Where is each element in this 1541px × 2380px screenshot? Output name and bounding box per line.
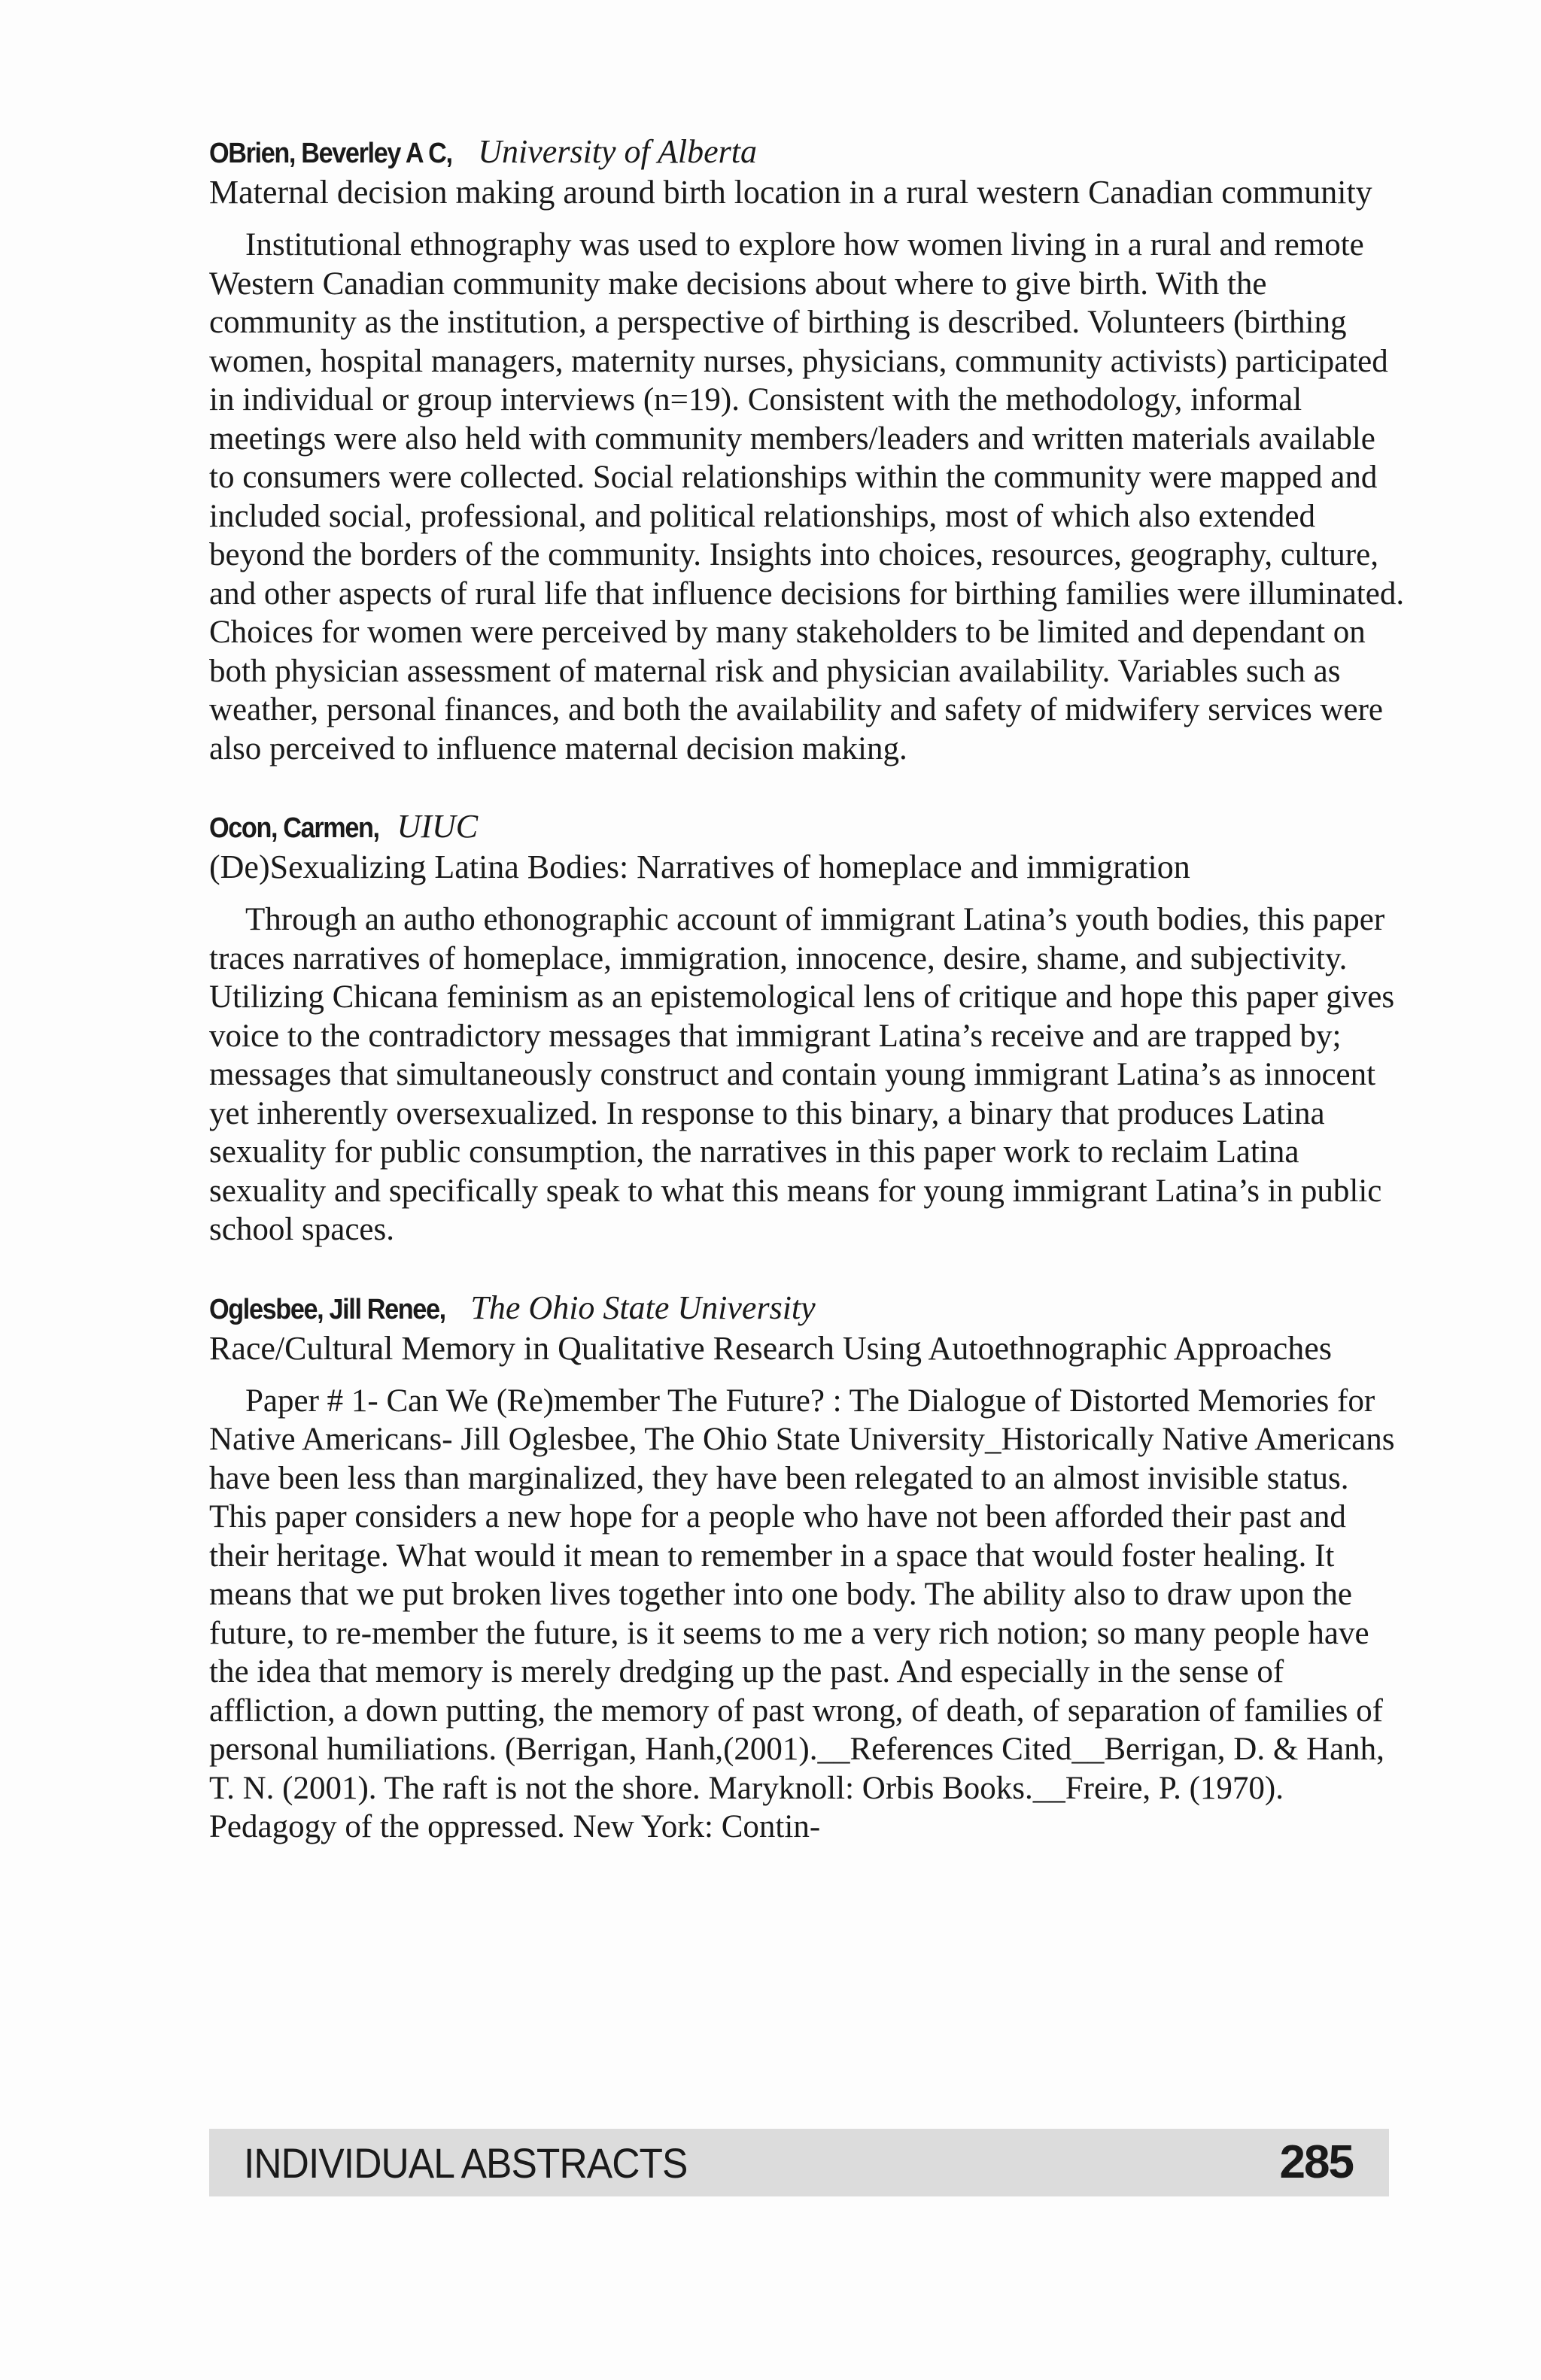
author-affiliation: UIUC <box>397 808 479 845</box>
entry-header <box>209 807 1406 848</box>
abstract-text: Paper # 1- Can We (Re)member The Future? : The Dialogue of Distorted Memories for Native Americans- Jill Oglesbee, The Ohio State University_Historically Native Americans have been less than marginalized, they have been relegated to an almost invisible status. This paper considers a new hope for a people who have not been afforded their past and their heritage. What would it mean to remember in a space that would foster healing. It means that we put broken lives together into one body. The ability also to draw upon the future, to re-member the future, is it seems to me a very rich notion; so many people have the idea that memory is merely dredging up the past. And especially in the sense of affliction, a down putting, the memory of past wrong, of death, of separation of families of personal humiliations. (Berrigan, Hanh,(2001).__References Cited__Berrigan, D. & Hanh, T. N. (2001). The raft is not the shore. Maryknoll: Orbis Books.__Freire, P. (1970). Pedagogy of the oppressed. New York: Contin- <box>209 1383 1395 1844</box>
abstract-entry <box>209 1289 1406 1847</box>
page-footer <box>209 2129 1389 2196</box>
entry-header <box>209 132 1406 173</box>
abstract-text: Institutional ethnography was used to explore how women living in a rural and remote Western Canadian community make decisions about where to give birth. With the community as the institution, a perspective of birthing is described. Volunteers (birthing women, hospital managers, maternity nurses, physicians, community activists) participated in individual or group interviews (n=19). Consistent with the methodology, informal meetings were also held with community members/leaders and written materials available to consumers were collected. Social relationships within the community were mapped and included social, professional, and political relationships, most of which also extended beyond the borders of the community. Insights into choices, resources, geography, culture, and other aspects of rural life that influence decisions for birthing families were illuminated. Choices for women were perceived by many stakeholders to be limited and dependant on both physician assessment of maternal risk and physician availability. Variables such as weather, personal finances, and both the availability and safety of midwifery services were also perceived to influence maternal decision making. <box>209 227 1405 767</box>
paper-title: (De)Sexualizing Latina Bodies: Narratives of homeplace and immigration <box>209 848 1190 885</box>
section-label: INDIVIDUAL ABSTRACTS <box>244 2139 688 2187</box>
author-name: Ocon, Carmen, <box>209 812 379 844</box>
paper-title: Race/Cultural Memory in Qualitative Research Using Autoethnographic Approaches <box>209 1329 1332 1367</box>
entry-header <box>209 1289 1406 1329</box>
abstracts-column <box>209 132 1406 1886</box>
abstract-entry <box>209 807 1406 1249</box>
paper-title: Maternal decision making around birth location in a rural western Canadian community <box>209 174 1372 211</box>
page-number: 285 <box>1279 2136 1353 2188</box>
author-name: OBrien, Beverley A C, <box>209 138 452 169</box>
author-affiliation: The Ohio State University <box>470 1289 816 1326</box>
author-name: Oglesbee, Jill Renee, <box>209 1293 445 1325</box>
abstract-entry <box>209 132 1406 768</box>
author-affiliation: University of Alberta <box>478 133 757 170</box>
abstract-text: Through an autho ethonographic account of immigrant Latina’s youth bodies, this paper traces narratives of homeplace, immigration, innocence, desire, shame, and subjectivity. Utilizing Chicana feminism as an epistemological lens of critique and hope this paper gives voice to the contradictory messages that immigrant Latina’s receive and are trapped by; messages that simultaneously construct and contain young immigrant Latina’s as innocent yet inherently oversexualized. In response to this binary, a binary that produces Latina sexuality for public consumption, the narratives in this paper work to reclaim Latina sexuality and specifically speak to what this means for young immigrant Latina’s in public school spaces. <box>209 902 1395 1247</box>
